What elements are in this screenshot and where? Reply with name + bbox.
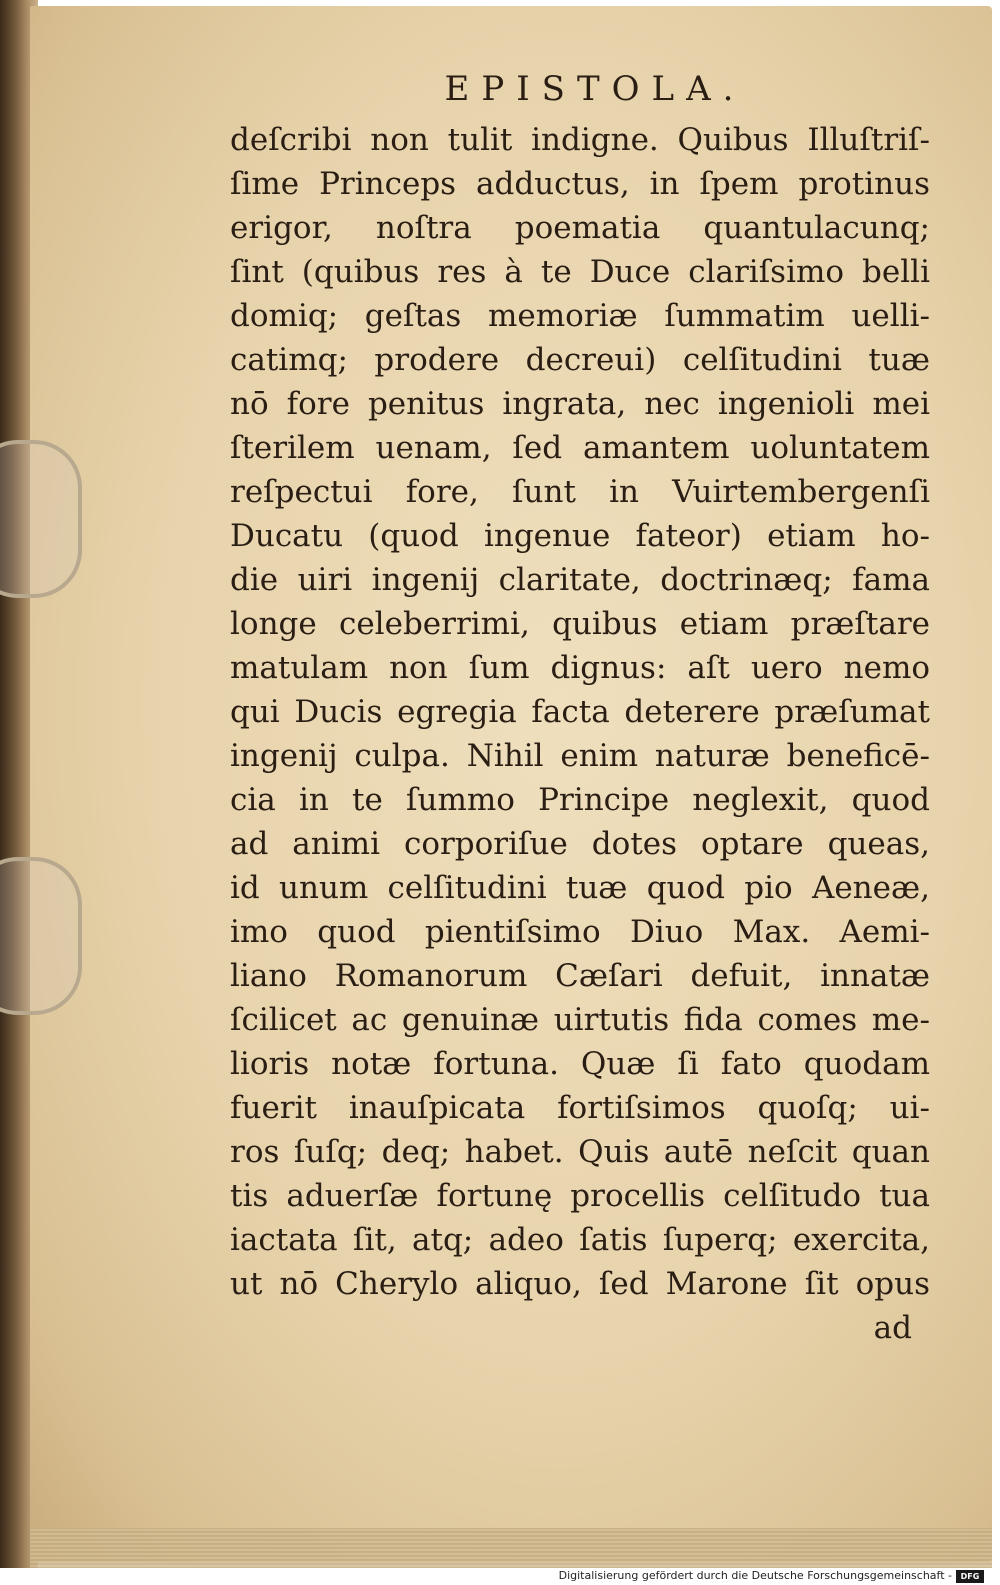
catchword: ad — [873, 1310, 912, 1346]
text-line: domiq; geſtas memoriæ ſummatim uelli- — [230, 298, 930, 334]
text-line: ſint (quibus res à te Duce clariſsimo belli — [230, 254, 930, 290]
text-line: erigor, noſtra poematia quantulacunq; — [230, 210, 930, 246]
text-line: catimq; prodere decreui) celſitudini tuæ — [230, 342, 930, 378]
text-line: reſpectui fore, ſunt in Vuirtembergenſi — [230, 474, 930, 510]
text-line: iactata ſit, atq; adeo ſatis ſuperq; exercita, — [230, 1222, 930, 1258]
body-lines — [230, 118, 930, 1306]
text-line: ut nō Cherylo aliquo, ſed Marone ſit opus — [230, 1266, 930, 1302]
text-line: die uiri ingenij claritate, doctrinæq; fama — [230, 562, 930, 598]
text-line: Ducatu (quod ingenue fateor) etiam ho- — [230, 518, 930, 554]
page-clip-bottom — [0, 857, 82, 1015]
footer-credit: Digitalisierung gefördert durch die Deutsche Forschungsgemeinschaft - — [558, 1569, 952, 1582]
text-line: ros ſuſq; deq; habet. Quis autē neſcit quan — [230, 1134, 930, 1170]
text-line: id unum celſitudini tuæ quod pio Aeneæ, — [230, 870, 930, 906]
text-line: tis aduerſæ fortunę procellis celſitudo tua — [230, 1178, 930, 1214]
text-line: lioris notæ fortuna. Quæ ſi fato quodam — [230, 1046, 930, 1082]
text-block — [230, 62, 930, 1350]
text-line: ad animi corporiſue dotes optare queas, — [230, 826, 930, 862]
text-line: deſcribi non tulit indigne. Quibus Illuſtriſ- — [230, 122, 930, 158]
running-header: EPISTOLA. — [444, 69, 746, 109]
text-line: qui Ducis egregia facta deterere præſumat — [230, 694, 930, 730]
dfg-logo: DFG — [956, 1570, 984, 1583]
page-edges — [30, 1528, 992, 1568]
text-line: fuerit inauſpicata fortiſsimos quoſq; ui- — [230, 1090, 930, 1126]
text-line: imo quod pientiſsimo Diuo Max. Aemi- — [230, 914, 930, 950]
text-line: cia in te ſummo Principe neglexit, quod — [230, 782, 930, 818]
page-clip-top — [0, 440, 82, 598]
text-line: nō fore penitus ingrata, nec ingenioli mei — [230, 386, 930, 422]
footer-bar — [0, 1568, 1000, 1585]
text-line: matulam non ſum dignus: aſt uero nemo — [230, 650, 930, 686]
text-line: ſime Princeps adductus, in ſpem protinus — [230, 166, 930, 202]
text-line: liano Romanorum Cæſari defuit, innatæ — [230, 958, 930, 994]
text-line: ingenij culpa. Nihil enim naturæ beneficē- — [230, 738, 930, 774]
text-line: ſcilicet ac genuinæ uirtutis fida comes me- — [230, 1002, 930, 1038]
text-line: longe celeberrimi, quibus etiam præſtare — [230, 606, 930, 642]
text-line: ſterilem uenam, ſed amantem uoluntatem — [230, 430, 930, 466]
